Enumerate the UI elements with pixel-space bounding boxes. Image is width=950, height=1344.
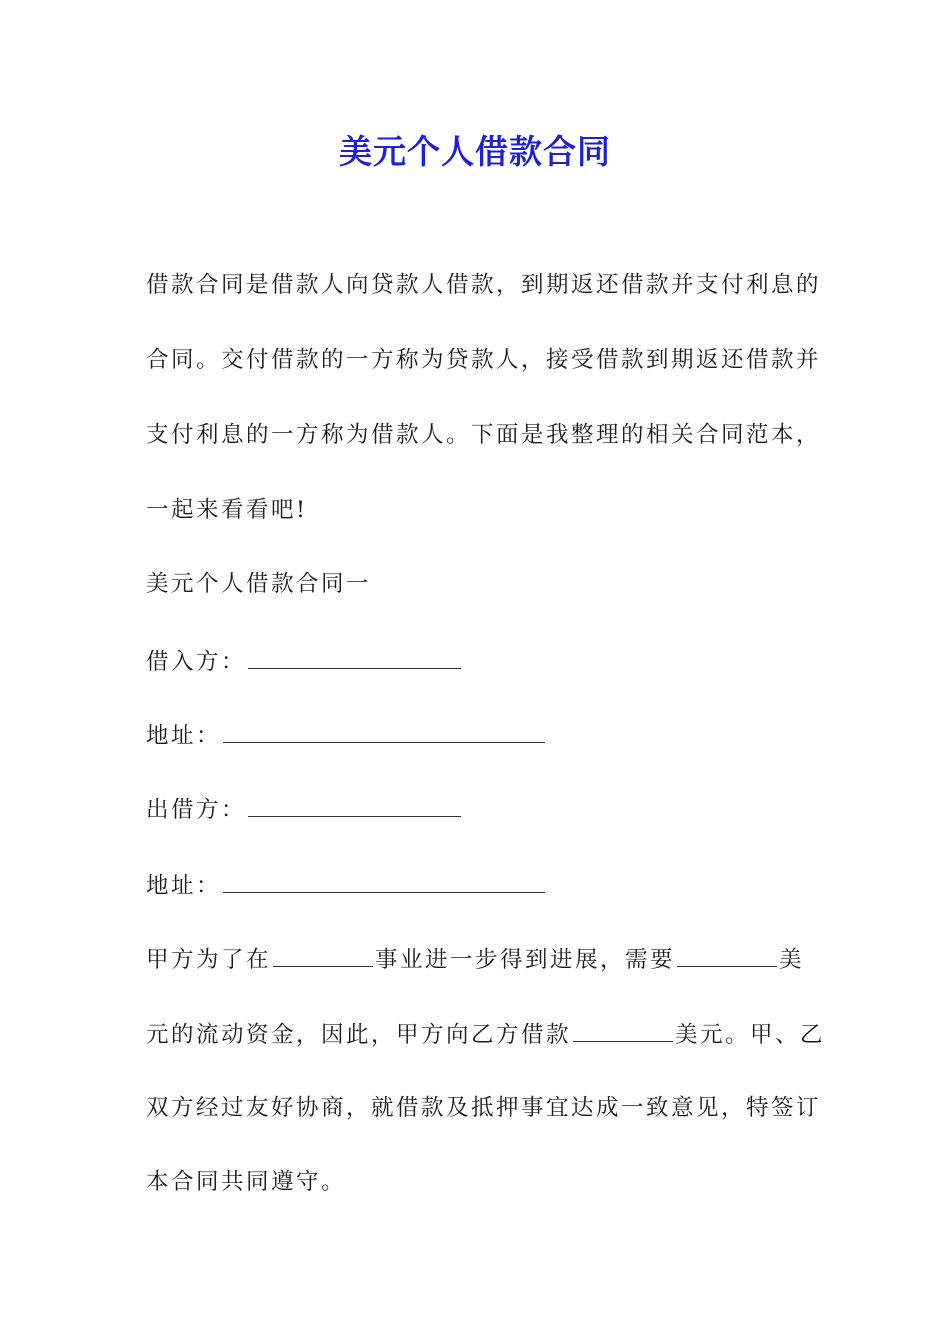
lender-blank	[248, 792, 461, 817]
body-line-3: 双方经过友好协商，就借款及抵押事宜达成一致意见，特签订	[146, 1095, 822, 1121]
intro-line-1: 借款合同是借款人向贷款人借款，到期返还借款并支付利息的	[146, 272, 822, 298]
lender-label: 出借方：	[146, 797, 247, 823]
lender-address-field	[146, 868, 806, 902]
borrower-label: 借入方：	[146, 649, 247, 675]
borrower-address-field	[146, 718, 806, 752]
loan-amount-blank	[573, 1017, 673, 1042]
document-title: 美元个人借款合同	[339, 132, 611, 171]
body-line-1	[146, 942, 806, 976]
borrower-blank	[248, 644, 461, 669]
body-line-4: 本合同共同遵守。	[146, 1169, 347, 1195]
intro-line-3: 支付利息的一方称为借款人。下面是我整理的相关合同范本，	[146, 422, 822, 448]
section-heading: 美元个人借款合同一	[146, 571, 372, 597]
business-blank	[273, 942, 373, 967]
body-line-2-part-a: 元的流动资金，因此，甲方向乙方借款	[146, 1022, 572, 1048]
body-line-1-part-a: 甲方为了在	[146, 947, 272, 973]
body-line-1-part-b: 事业进一步得到进展，需要	[375, 947, 676, 973]
borrower-address-label: 地址：	[146, 723, 222, 749]
lender-address-blank	[223, 868, 545, 893]
lender-field	[146, 792, 806, 826]
intro-line-2: 合同。交付借款的一方称为贷款人，接受借款到期返还借款并	[146, 347, 822, 373]
body-line-2	[146, 1017, 826, 1051]
body-line-2-part-b: 美元。甲、乙	[675, 1022, 826, 1048]
body-line-1-part-c: 美	[779, 947, 805, 973]
borrower-field	[146, 644, 806, 678]
lender-address-label: 地址：	[146, 873, 222, 899]
amount-needed-blank	[677, 942, 777, 967]
intro-line-4: 一起来看看吧!	[146, 497, 308, 523]
borrower-address-blank	[223, 718, 545, 743]
